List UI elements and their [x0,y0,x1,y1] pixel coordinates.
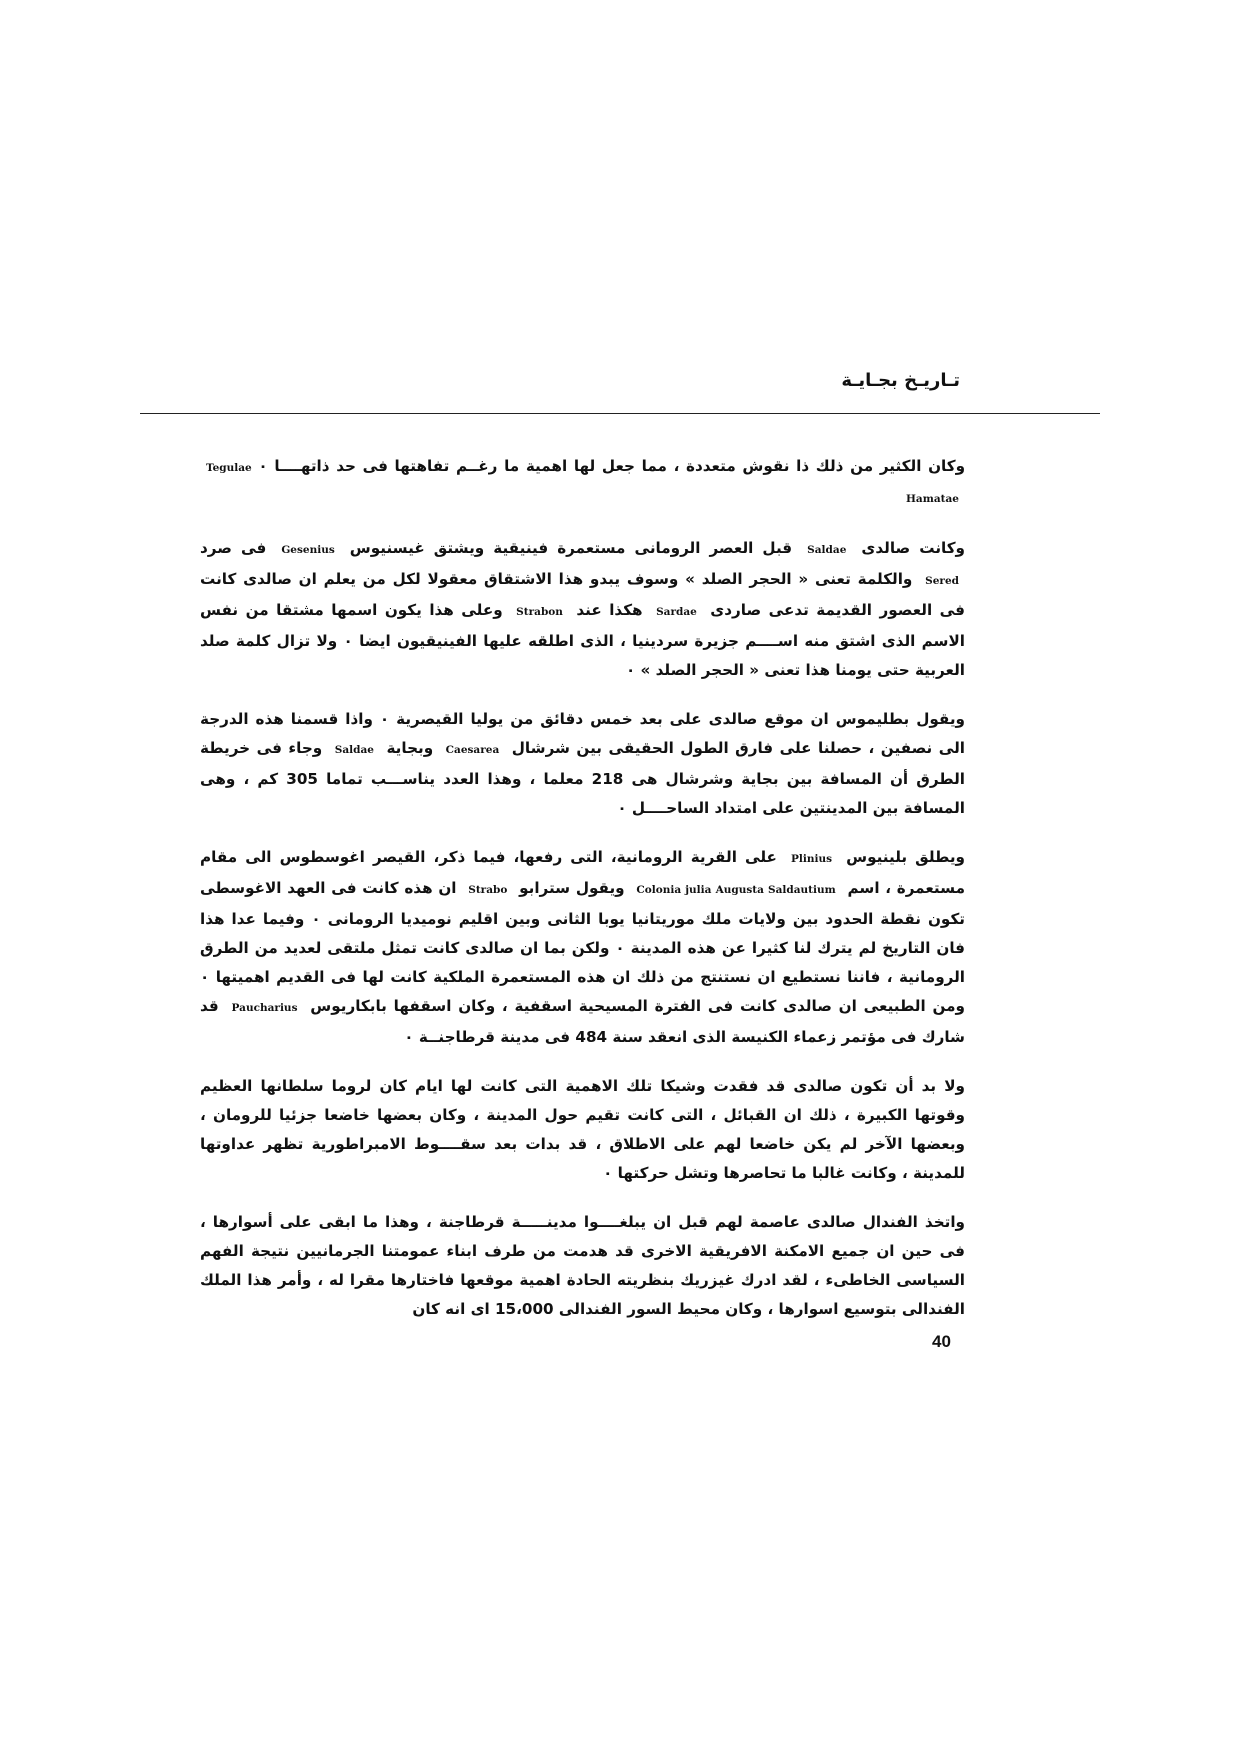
running-header-title: تـاريـخ بجـايـة [841,370,960,391]
paragraph-text: واتخذ الفندال صالدى عاصمة لهم قبل ان يبلغــــوا مدينـــــة قرطاجنة ، وهذا ما ابقى على أسوارها ، فى حين ان جميع الامكنة الافريقية الاخرى قد هدمت من طرف ابناء عمومتنا الجرمانيين نتيجة الفهم السياسى الخاطىء ، لقد ادرك غيزريك بنظريته الحادة اهمية موقعها فاختارها مقرا له ، وأمر هذا الملك الفندالى بتوسيع اسوارها ، وكان محيط السور الفندالى 15،000 اى انه كان [200,1213,965,1318]
latin-term: Strabon [516,606,563,618]
header-divider [140,413,1100,414]
latin-term: Gesenius [281,544,335,556]
latin-term: Plinius [791,853,833,865]
paragraph-text: ان هذه كانت فى العهد الاغوسطى تكون نقطة الحدود بين ولايات ملك موريتانيا يوبا الثانى وبين اقليم نوميديا الرومانى ٠ وفيما عدا هذا فان التاريخ لم يترك لنا كثيرا عن هذه المدينة ٠ ولكن بما ان صالدى كانت تمثل ملتقى لعديد من الطرق الرومانية ، فاننا نستطيع ان نستنتج من ذلك ان هذه المستعمرة الملكية كانت لها فى القديم اهميتها ٠ ومن الطبيعى ان صالدى كانت فى الفترة المسيحية اسقفية ، وكان اسقفها بابكاريوس [200,879,965,1015]
paragraph-text: وكانت صالدى [861,539,965,557]
paragraph-text: ويطلق بلينيوس [846,848,965,866]
paragraph-text: قد شارك فى مؤتمر زعماء الكنيسة الذى انعقد سنة 484 فى مدينة قرطاجنــة ٠ [200,997,965,1046]
paragraph-text: وجاء فى خريطة الطرق أن المسافة بين بجاية وشرشال هى 218 معلما ، وهذا العدد يناســـب تماما 305 كم ، وهى المسافة بين المدينتين على امتداد الساحــــل ٠ [200,739,965,817]
paragraph-text: وبجاية [386,739,434,757]
paragraph [200,534,965,685]
paragraph-text: ويقول بطليموس ان موقع صالدى على بعد خمس دقائق من يوليا القيصرية ٠ واذا قسمنا هذه الدرجة الى نصفين ، حصلنا على فارق الطول الحقيقى بين شرشال [200,710,966,757]
latin-term: Paucharius [231,1002,298,1014]
latin-term: Strabo [468,884,508,896]
latin-term: Tegulae Hamatae [206,462,959,505]
latin-term: Sered [925,575,959,587]
paragraph [200,843,965,1052]
latin-term: Saldae [807,544,847,556]
paragraph-text: فى صرد [200,539,267,557]
paragraph-text: هكذا عند [576,601,643,619]
paragraph [200,1072,965,1188]
latin-term: Caesarea [445,744,500,756]
latin-term: Saldae [334,744,374,756]
paragraph-text: ولا بد أن تكون صالدى قد فقدت وشيكا تلك الاهمية التى كانت لها ايام كان لروما سلطانها العظيم وقوتها الكبيرة ، ذلك ان القبائل ، التى كانت تقيم حول المدينة ، وكان بعضها خاضعا جزئيا للرومان ، وبعضها الآخر لم يكن خاضعا لهم على الاطلاق ، قد بدات بعد سقــــوط الامبراطورية تظهر عداوتها للمدينة ، وكانت غالبا ما تحاصرها وتشل حركتها ٠ [200,1077,965,1182]
paragraph-text: والكلمة تعنى « الحجر الصلد » وسوف يبدو هذا الاشتقاق معقولا لكل من يعلم ان صالدى كانت فى العصور القديمة تدعى صاردى [200,570,965,619]
paragraph [200,705,965,823]
latin-term: Sardae [656,606,697,618]
page-number: 40 [932,1332,951,1351]
paragraph-text: وعلى هذا يكون اسمها مشتقا من نفس الاسم الذى اشتق منه اســــم جزيرة سردينيا ، الذى اطلقه عليها الفينيقيون ايضا ٠ ولا تزال كلمة صلد العربية حتى يومنا هذا تعنى « الحجر الصلد » ٠ [200,601,965,679]
paragraph-text: على القرية الرومانية، التى رفعها، فيما ذكر، القيصر اغوسطوس الى مقام مستعمرة ، اسم [200,848,965,897]
paragraph [200,452,965,514]
paragraph-text: قبل العصر الرومانى مستعمرة فينيقية ويشتق غيسنيوس [349,539,793,557]
body-text [200,452,965,1344]
paragraph [200,1208,965,1324]
latin-term: Colonia julia Augusta Saldautium [636,884,836,896]
paragraph-text: وكان الكثير من ذلك ذا نقوش متعددة ، مما جعل لها اهمية ما رغــم تفاهتها فى حد ذاتهــــا ٠ [258,457,966,475]
paragraph-text: ويقول سترابو [519,879,625,897]
